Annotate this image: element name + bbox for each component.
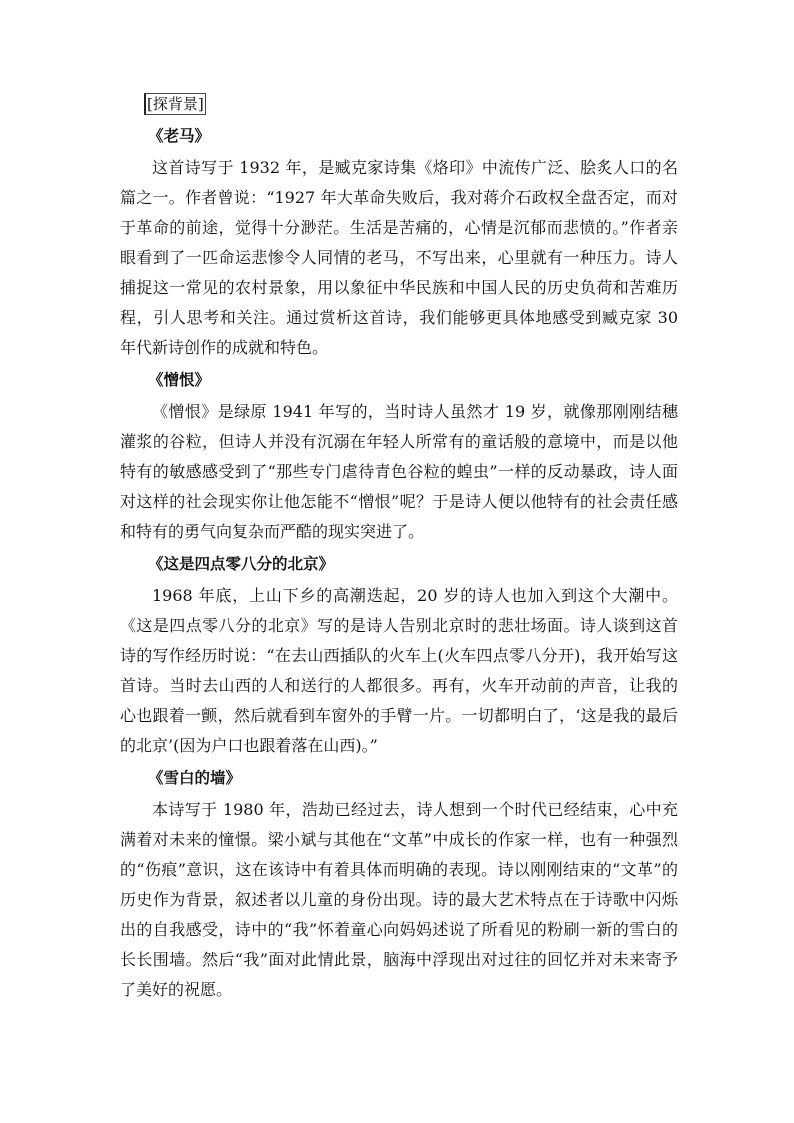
document-content xyxy=(120,93,678,1009)
section-body-zeng-hen: 《憎恨》是绿原 1941 年写的，当时诗人虽然才 19 岁，就像那刚刚结穗灌浆的谷粒，但诗人并没有沉溺在年轻人所常有的童话般的意境中，而是以他特有的敏感感受到了“那些专门虐待青色谷粒的蝗虫”一样的反动暴政，诗人面对这样的社会现实你让他怎能不“憎恨”呢？于是诗人便以他特有的社会责任感和特有的勇气向复杂而严酷的现实突进了。 xyxy=(120,402,678,541)
section-title-lao-ma: 《老马》 xyxy=(148,126,211,145)
section-body-lao-ma: 这首诗写于 1932 年，是臧克家诗集《烙印》中流传广泛、脍炙人口的名篇之一。作者曾说：“1927 年大革命失败后，我对蒋介石政权全盘否定，而对于革命的前途，觉得十分渺茫。生活是苦痛的，心情是沉郁而悲愤的。”作者亲眼看到了一匹命运悲惨令人同情的老马，不写出来，心里就有一种压力。诗人捕捉这一常见的农村景象，用以象征中华民族和中国人民的历史负荷和苦难历程，引人思考和关注。通过赏析这首诗，我们能够更具体地感受到臧克家 30 年代新诗创作的成就和特色。 xyxy=(120,158,678,357)
section-title-beijing: 《这是四点零八分的北京》 xyxy=(148,554,335,573)
section-body-xue-bai-de-qiang: 本诗写于 1980 年，浩劫已经过去，诗人想到一个时代已经结束，心中充满着对未来的憧憬。梁小斌与其他在“文革”中成长的作家一样，也有一种强烈的“伤痕”意识，这在该诗中有着具体而明确的表现。诗以刚刚结束的“文革”的历史作为背景，叙述者以儿童的身份出现。诗的最大艺术特点在于诗歌中闪烁出的自我感受，诗中的“我”怀着童心向妈妈述说了所看见的粉刷一新的雪白的长长围墙。然后“我”面对此情此景，脑海中浮现出对过往的回忆并对未来寄予了美好的祝愿。 xyxy=(120,800,678,999)
section-title-xue-bai-de-qiang: 《雪白的墙》 xyxy=(148,768,242,787)
section-title-zeng-hen: 《憎恨》 xyxy=(148,370,211,389)
section-tag: [探背景] xyxy=(144,93,206,115)
section-body-beijing: 1968 年底，上山下乡的高潮迭起，20 岁的诗人也加入到这个大潮中。《这是四点零八分的北京》写的是诗人告别北京时的悲壮场面。诗人谈到这首诗的写作经历时说：“在去山西插队的火车上(火车四点零八分开)，我开始写这首诗。当时去山西的人和送行的人都很多。再有，火车开动前的声音，让我的心也跟着一颤，然后就看到车窗外的手臂一片。一切都明白了，‘这是我的最后的北京’(因为户口也跟着落在山西)。” xyxy=(120,586,678,755)
